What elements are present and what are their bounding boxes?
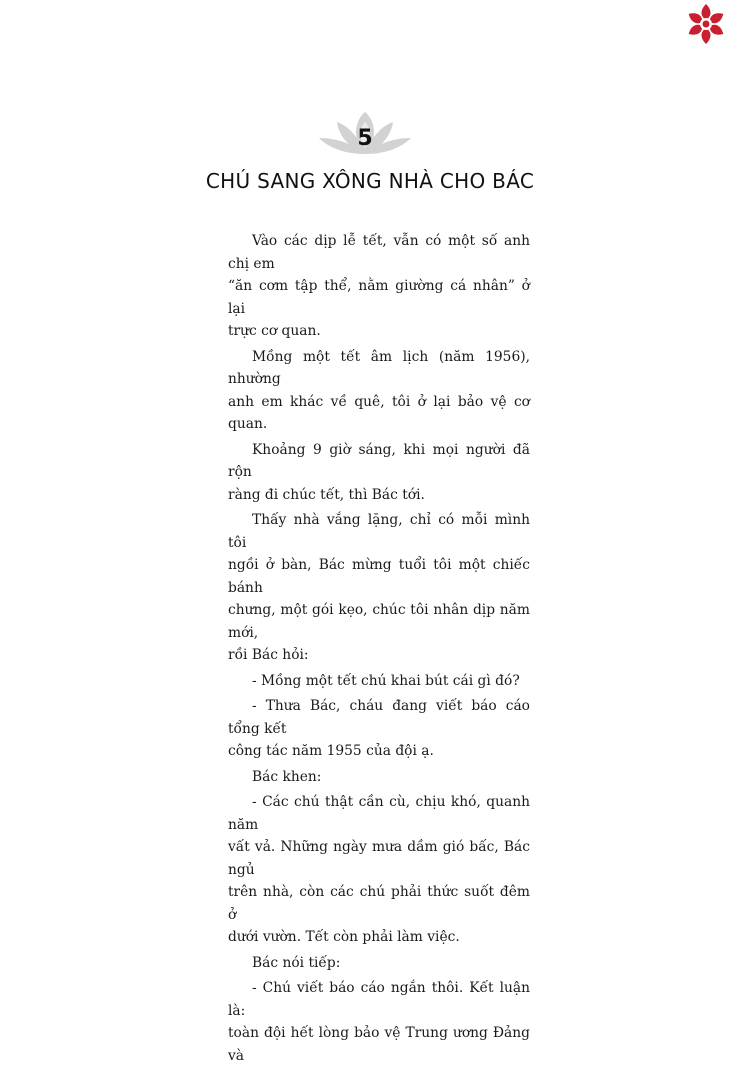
paragraph: - Mồng một tết chú khai bút cái gì đó? <box>252 672 520 689</box>
paragraph: - Thưa Bác, cháu đang viết báo cáo tổng kết công tác năm 1955 của đội ạ. <box>228 698 530 759</box>
paragraph: Vào các dịp lễ tết, vẫn có một số anh chị em “ăn cơm tập thể, nằm giường cá nhân” ở lại trực cơ quan. <box>228 233 530 339</box>
chapter-title: CHÚ SANG XÔNG NHÀ CHO BÁC <box>205 169 535 193</box>
paragraph: Thấy nhà vắng lặng, chỉ có mỗi mình tôi ngồi ở bàn, Bác mừng tuổi tôi một chiếc bánh chưng, một gói kẹo, chúc tôi nhân dịp năm mới, rồi Bác hỏi: <box>228 512 530 663</box>
paragraph: Bác khen: <box>252 768 322 785</box>
paragraph: - Chú viết báo cáo ngắn thôi. Kết luận là: toàn đội hết lòng bảo vệ Trung ương Đảng và <box>228 980 530 1064</box>
body-text <box>228 230 530 1070</box>
paragraph: Bác nói tiếp: <box>252 954 341 971</box>
chapter-number: 5 <box>357 126 373 151</box>
paragraph: Khoảng 9 giờ sáng, khi mọi người đã rộn ràng đi chúc tết, thì Bác tới. <box>228 441 530 503</box>
paragraph: - Các chú thật cần cù, chịu khó, quanh năm vất vả. Những ngày mưa dầm gió bấc, Bác ngủ trên nhà, còn các chú phải thức suốt đêm ở dưới vườn. Tết còn phải làm việc. <box>228 794 530 945</box>
flower-logo-icon <box>676 2 736 46</box>
paragraph: Mồng một tết âm lịch (năm 1956), nhường anh em khác về quê, tôi ở lại bảo vệ cơ quan. <box>228 348 530 432</box>
